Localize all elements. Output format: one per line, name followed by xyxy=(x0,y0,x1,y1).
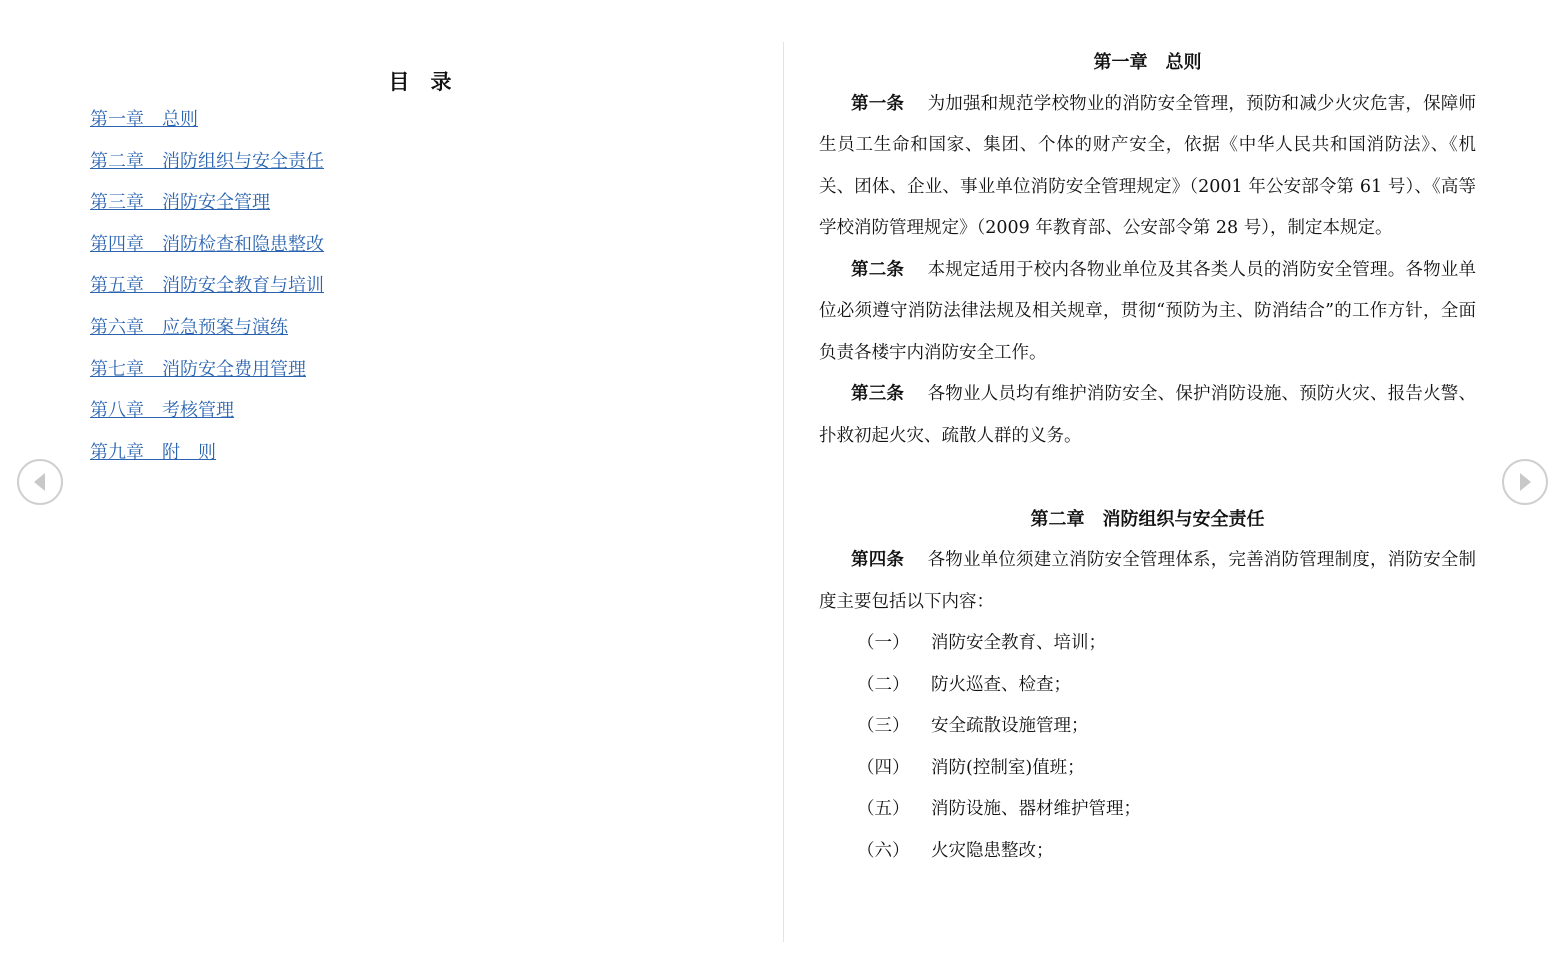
toc-item xyxy=(90,439,324,481)
chapter-2-heading: 第二章 消防组织与安全责任 xyxy=(1030,508,1265,530)
article-text: 为加强和规范学校物业的消防安全管理，预防和减少火灾危害，保障师生员工生命和国家、集团、个体的财产安全，依据《中华人民共和国消防法》、《机关、团体、企业、事业单位消防安全管理规定》（2001 年公安部令第 61 号）、《高等学校消防管理规定》（2009 年教育部、公安部令第 28 号），制定本规定。 xyxy=(819,93,1476,238)
list-item xyxy=(819,789,1476,831)
toc-link-chapter-7[interactable]: 第七章 消防安全费用管理 xyxy=(90,358,306,380)
top-margin xyxy=(819,0,1476,42)
section-spacer xyxy=(819,457,1476,499)
article-label: 第一条 xyxy=(851,93,905,114)
toc-item xyxy=(90,314,324,356)
list-item-number: （六） xyxy=(857,840,910,861)
list-item xyxy=(819,831,1476,873)
toc-link-chapter-3[interactable]: 第三章 消防安全管理 xyxy=(90,192,270,214)
article-3 xyxy=(819,374,1476,457)
toc-list xyxy=(90,106,324,480)
article-2 xyxy=(819,250,1476,375)
toc-item xyxy=(90,272,324,314)
list-item-number: （三） xyxy=(857,716,910,736)
list-item xyxy=(819,665,1476,707)
article-4 xyxy=(819,540,1476,623)
list-item xyxy=(819,706,1476,748)
list-item xyxy=(819,748,1476,790)
toc-link-chapter-1[interactable]: 第一章 总则 xyxy=(90,109,198,130)
toc-item xyxy=(90,189,324,231)
toc-item xyxy=(90,231,324,273)
article-text: 本规定适用于校内各物业单位及其各类人员的消防安全管理。各物业单位必须遵守消防法律法规及相关规章，贯彻“预防为主、防消结合”的工作方针，全面负责各楼宇内消防安全工作。 xyxy=(819,259,1476,363)
list-item-text: 消防(控制室)值班； xyxy=(931,757,1085,778)
toc-link-chapter-8[interactable]: 第八章 考核管理 xyxy=(90,400,234,422)
toc-item xyxy=(90,106,324,148)
previous-page-button[interactable] xyxy=(17,459,63,505)
article-label: 第三条 xyxy=(851,384,905,404)
article-1 xyxy=(819,84,1476,250)
article-label: 第二条 xyxy=(851,259,905,280)
toc-link-chapter-4[interactable]: 第四章 消防检查和隐患整改 xyxy=(90,233,324,255)
toc-link-chapter-2[interactable]: 第二章 消防组织与安全责任 xyxy=(90,150,324,172)
list-item-text: 火灾隐患整改； xyxy=(931,840,1054,861)
list-item-text: 消防设施、器材维护管理； xyxy=(931,799,1141,819)
article-text: 各物业人员均有维护消防安全、保护消防设施、预防火灾、报告火警、扑救初起火灾、疏散人群的义务。 xyxy=(819,384,1476,446)
article-4-list xyxy=(819,623,1476,872)
page-divider xyxy=(783,42,784,942)
next-page-button[interactable] xyxy=(1502,459,1548,505)
list-item-number: （五） xyxy=(857,799,910,819)
toc-link-chapter-9[interactable]: 第九章 附 则 xyxy=(90,441,216,463)
toc-link-chapter-5[interactable]: 第五章 消防安全教育与培训 xyxy=(90,275,324,297)
list-item xyxy=(819,623,1476,665)
toc-title: 目 录 xyxy=(388,69,452,94)
article-text: 各物业单位须建立消防安全管理体系，完善消防管理制度，消防安全制度主要包括以下内容： xyxy=(819,550,1476,612)
list-item-number: （二） xyxy=(857,674,910,695)
chapter-1-heading: 第一章 总则 xyxy=(1093,52,1202,73)
list-item-number: （四） xyxy=(857,757,910,778)
list-item-number: （一） xyxy=(857,633,910,653)
toc-item xyxy=(90,397,324,439)
toc-item xyxy=(90,356,324,398)
list-item-text: 消防安全教育、培训； xyxy=(931,633,1106,653)
content-page xyxy=(819,0,1476,872)
list-item-text: 防火巡查、检查； xyxy=(931,674,1071,695)
triangle-left-icon xyxy=(19,461,61,503)
toc-item xyxy=(90,148,324,190)
toc-link-chapter-6[interactable]: 第六章 应急预案与演练 xyxy=(90,316,288,338)
article-label: 第四条 xyxy=(851,550,905,570)
list-item-text: 安全疏散设施管理； xyxy=(931,716,1089,736)
triangle-right-icon xyxy=(1504,461,1546,503)
